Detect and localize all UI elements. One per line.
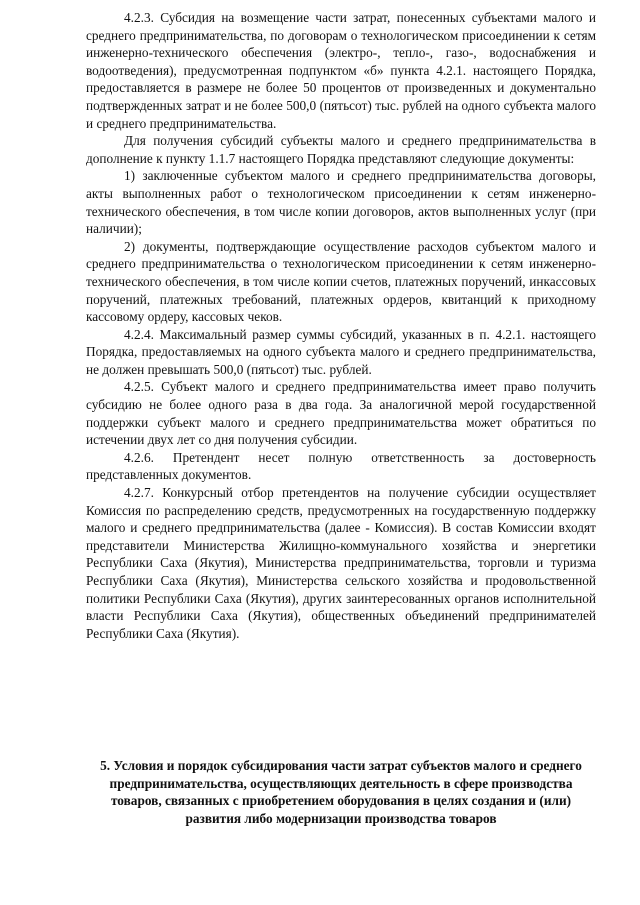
paragraph-4-2-7: 4.2.7. Конкурсный отбор претендентов на получение субсидии осуществляет Комиссия по распределению средств, предусмотренных на государственную поддержку малого и среднего предпринимательства (далее - Комиссия). В состав Комиссии входят представители Министерства Жилищно-коммунального хозяйства и энергетики Республики Саха (Якутия), Министерства предпринимательства, торговли и туризма Республики Саха (Якутия), Министерства сельского хозяйства и продовольственной политики Республики Саха (Якутия), других заинтересованных органов исполнительной власти Республики Саха (Якутия), общественных объединений предпринимателей Республики Саха (Якутия). bbox=[86, 485, 596, 641]
paragraph-4-2-6: 4.2.6. Претендент несет полную ответственность за достоверность представленных документов. bbox=[86, 449, 596, 483]
paragraph-documents-item-1: 1) заключенные субъектом малого и среднего предпринимательства договоры, акты выполненных работ о технологическом присоединении к сетям инженерно-технического обеспечения, в том числе копии договоров, актов выполненных услуг (при наличии); bbox=[86, 168, 596, 237]
paragraph-4-2-4: 4.2.4. Максимальный размер суммы субсидий, указанных в п. 4.2.1. настоящего Порядка, предоставляемых на одного субъекта малого и среднего предпринимательства, не должен превышать 500,0 (пятьсот) тыс. рублей. bbox=[86, 326, 596, 377]
section-5-heading: 5. Условия и порядок субсидирования части затрат субъектов малого и среднего предпринимательства, осуществляющих деятельность в сфере производства товаров, связанных с приобретением оборудования в целях создания и (или) развития либо модернизации производства товаров bbox=[100, 758, 582, 826]
paragraph-documents-intro: Для получения субсидий субъекты малого и среднего предпринимательства в дополнение к пункту 1.1.7 настоящего Порядка представляют следующие документы: bbox=[86, 133, 596, 166]
paragraph-4-2-3: 4.2.3. Субсидия на возмещение части затрат, понесенных субъектами малого и среднего предпринимательства, по договорам о технологическом присоединении к сетям инженерно-технического обеспечения (электро-, тепло-, газо-, водоснабжения и водоотведения), предусмотренная подпунктом «б» пункта 4.2.1. настоящего Порядка, предоставляется в размере не более 50 процентов от произведенных и документально подтвержденных затрат и не более 500,0 (пятьсот) тыс. рублей на одного субъекта малого и среднего предпринимательства. bbox=[86, 10, 596, 131]
document-body bbox=[86, 9, 596, 642]
paragraph-4-2-5: 4.2.5. Субъект малого и среднего предпринимательства имеет право получить субсидию не более одного раза в два года. За аналогичной мерой государственной поддержки субъект малого и среднего предпринимательства может обратиться по истечении двух лет со дня получения субсидии. bbox=[86, 379, 596, 448]
paragraph-documents-item-2: 2) документы, подтверждающие осуществление расходов субъектом малого и среднего предпринимательства о технологическом присоединении к сетям инженерно-технического обеспечения, в том числе копии счетов, платежных поручений, инкассовых поручений, платежных требований, платежных ордеров, квитанций к приходному кассовому ордеру, кассовых чеков. bbox=[86, 238, 596, 325]
